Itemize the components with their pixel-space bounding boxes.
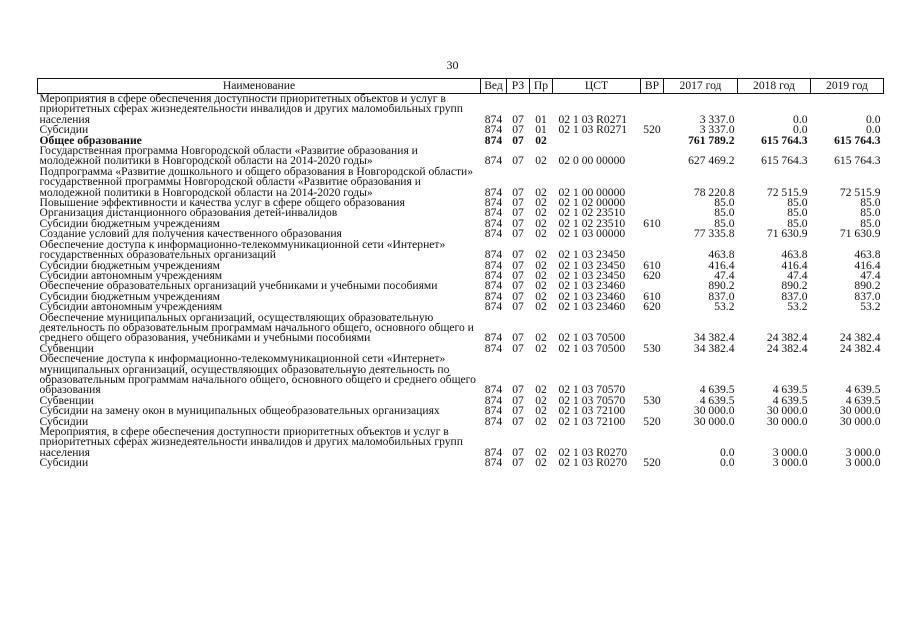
cell-pr: 02 — [535, 248, 547, 262]
cell-ved: 874 — [484, 289, 503, 303]
cell-2019: 3 000.0 — [845, 445, 881, 459]
cell-2019: 4 639.5 — [845, 383, 881, 397]
cell-vr: 530 — [643, 341, 661, 355]
cell-cst: 02 1 03 R0271 — [558, 112, 628, 126]
cell-vr — [641, 198, 664, 208]
cell-rz: 07 — [512, 216, 524, 230]
cell-rz: 07 — [512, 404, 524, 418]
cell-name: Субсидии — [39, 123, 89, 137]
header-cst: ЦСТ — [553, 79, 641, 94]
cell-name: Субсидии — [39, 414, 89, 428]
cell-2019: 837.0 — [854, 289, 881, 303]
cell-pr: 02 — [535, 393, 547, 407]
cell-cst: 02 0 00 00000 — [558, 154, 626, 168]
cell-name: Субвенции — [39, 393, 94, 407]
cell-cst: 02 1 03 R0270 — [558, 456, 628, 470]
cell-name: Субсидии бюджетным учреждениям — [39, 258, 220, 272]
header-vr: ВР — [641, 79, 664, 94]
cell-name: Субвенции — [39, 341, 94, 355]
cell-ved: 874 — [484, 112, 503, 126]
cell-2018: 71 630.9 — [766, 227, 808, 241]
cell-2017: 53.2 — [714, 300, 735, 314]
cell-vr — [641, 146, 664, 167]
cell-name: Создание условий для получения качественного образования — [39, 227, 342, 241]
cell-rz: 07 — [512, 279, 524, 293]
cell-2017: 85.0 — [714, 196, 735, 210]
cell-pr: 02 — [535, 216, 547, 230]
cell-2018: 3 000.0 — [772, 456, 808, 470]
cell-name: Мероприятия, в сфере обеспечения доступности приоритетных объектов и услуг в приоритетных сферах жизнедеятельности инвалидов и других маломобильных групп населения — [39, 425, 463, 459]
cell-2017: 463.8 — [708, 248, 735, 262]
cell-cst: 02 1 03 00000 — [558, 227, 626, 241]
cell-2019: 0.0 — [866, 112, 881, 126]
cell-ved: 874 — [484, 133, 503, 147]
cell-ved: 874 — [484, 393, 503, 407]
cell-rz: 07 — [512, 154, 524, 168]
cell-vr: 610 — [643, 289, 661, 303]
cell-pr: 02 — [535, 341, 547, 355]
cell-2018: 24 382.4 — [766, 331, 808, 345]
cell-ved: 874 — [484, 456, 503, 470]
header-ved: Вед — [481, 79, 507, 94]
cell-cst: 02 1 03 R0270 — [558, 445, 628, 459]
table-row — [38, 354, 884, 396]
cell-pr: 02 — [535, 268, 547, 282]
cell-rz: 07 — [512, 227, 524, 241]
cell-vr: 620 — [643, 268, 661, 282]
cell-vr: 530 — [643, 393, 661, 407]
cell-name: Повышение эффективности и качества услуг в сфере общего образования — [39, 196, 405, 210]
cell-ved: 874 — [484, 445, 503, 459]
table-row — [38, 313, 884, 344]
cell-2017: 47.4 — [714, 268, 735, 282]
cell-pr: 02 — [535, 133, 547, 147]
cell-rz: 07 — [512, 300, 524, 314]
cell-cst: 02 1 03 23460 — [558, 300, 626, 314]
cell-name: Субсидии на замену окон в муниципальных общеобразовательных организациях — [39, 404, 440, 418]
cell-2017: 0.0 — [720, 456, 735, 470]
cell-2018: 615 764.3 — [761, 154, 808, 168]
table-body — [38, 94, 884, 469]
cell-2017: 34 382.4 — [693, 331, 735, 345]
header-rz: РЗ — [507, 79, 530, 94]
cell-rz: 07 — [512, 289, 524, 303]
cell-vr — [641, 354, 664, 396]
cell-cst: 02 1 03 72100 — [558, 414, 626, 428]
cell-ved: 874 — [484, 185, 503, 199]
table-row — [38, 427, 884, 458]
cell-2018: 0.0 — [793, 112, 808, 126]
cell-pr: 02 — [535, 383, 547, 397]
cell-pr: 02 — [535, 227, 547, 241]
cell-vr — [641, 240, 664, 261]
table-row — [38, 167, 884, 198]
cell-2019: 72 515.9 — [839, 185, 881, 199]
cell-name: Субсидии автономным учреждениям — [39, 300, 223, 314]
table-row — [38, 94, 884, 126]
cell-rz: 07 — [512, 112, 524, 126]
cell-ved: 874 — [484, 331, 503, 345]
cell-pr: 02 — [535, 258, 547, 272]
cell-rz: 07 — [512, 383, 524, 397]
cell-ved: 874 — [484, 300, 503, 314]
cell-ved: 874 — [484, 227, 503, 241]
table-row — [38, 406, 884, 416]
cell-2018: 416.4 — [781, 258, 808, 272]
cell-2019: 85.0 — [860, 196, 881, 210]
cell-cst: 02 1 00 00000 — [558, 185, 626, 199]
cell-2019: 3 000.0 — [845, 456, 881, 470]
cell-2017: 30 000.0 — [693, 404, 735, 418]
cell-rz: 07 — [512, 196, 524, 210]
cell-rz: 07 — [512, 456, 524, 470]
header-2019: 2019 год — [811, 79, 884, 94]
cell-name: Обеспечение доступа к информационно-телекоммуникационной сети «Интернет» муниципальных организаций, осуществляющих образовательную деятельность по образовательным программам начального общего, основного общего и среднего общего образования — [39, 352, 476, 397]
cell-vr: 520 — [643, 456, 661, 470]
page-number: 30 — [446, 58, 459, 72]
cell-cst: 02 1 03 23460 — [558, 289, 626, 303]
cell-2018: 0.0 — [793, 123, 808, 137]
cell-name: Субсидии бюджетным учреждениям — [39, 216, 220, 230]
cell-2019: 53.2 — [860, 300, 881, 314]
cell-vr — [641, 136, 664, 146]
cell-cst: 02 1 03 23450 — [558, 248, 626, 262]
cell-pr: 02 — [535, 185, 547, 199]
cell-vr: 520 — [643, 414, 661, 428]
cell-ved: 874 — [484, 248, 503, 262]
cell-2017: 416.4 — [708, 258, 735, 272]
cell-name: Субсидии — [39, 456, 89, 470]
cell-cst: 02 1 03 R0271 — [558, 123, 628, 137]
cell-rz: 07 — [512, 445, 524, 459]
cell-vr: 620 — [643, 300, 661, 314]
cell-name: Обеспечение доступа к информационно-телекоммуникационной сети «Интернет» государственных образовательных организаций — [39, 237, 446, 262]
cell-vr: 610 — [643, 258, 661, 272]
cell-pr: 02 — [535, 331, 547, 345]
cell-pr: 02 — [535, 404, 547, 418]
cell-cst: 02 1 03 70570 — [558, 383, 626, 397]
cell-2018: 24 382.4 — [766, 341, 808, 355]
cell-pr: 02 — [535, 456, 547, 470]
header-2017: 2017 год — [664, 79, 738, 94]
cell-ved: 874 — [484, 268, 503, 282]
table-row — [38, 146, 884, 167]
cell-2019: 24 382.4 — [839, 341, 881, 355]
cell-2019: 71 630.9 — [839, 227, 881, 241]
cell-2017: 4 639.5 — [699, 383, 735, 397]
cell-2017: 0.0 — [720, 445, 735, 459]
cell-2017: 78 220.8 — [693, 185, 735, 199]
cell-rz: 07 — [512, 206, 524, 220]
cell-2018: 30 000.0 — [766, 404, 808, 418]
cell-2017: 85.0 — [714, 206, 735, 220]
cell-ved: 874 — [484, 123, 503, 137]
cell-vr — [641, 427, 664, 458]
cell-vr: 610 — [643, 216, 661, 230]
cell-2019: 30 000.0 — [839, 404, 881, 418]
budget-table — [37, 78, 884, 469]
cell-2017: 30 000.0 — [693, 414, 735, 428]
cell-2017: 85.0 — [714, 216, 735, 230]
cell-pr: 01 — [535, 123, 547, 137]
cell-2019: 85.0 — [860, 206, 881, 220]
cell-cst: 02 1 03 70500 — [558, 331, 626, 345]
cell-2017: 3 337.0 — [699, 123, 735, 137]
cell-2018: 53.2 — [787, 300, 808, 314]
cell-ved: 874 — [484, 154, 503, 168]
cell-ved: 874 — [484, 414, 503, 428]
cell-cst: 02 1 03 72100 — [558, 404, 626, 418]
header-2018: 2018 год — [738, 79, 811, 94]
cell-cst: 02 1 03 23450 — [558, 268, 626, 282]
cell-2019: 890.2 — [854, 279, 881, 293]
cell-name: Обеспечение образовательных организаций учебниками и учебными пособиями — [39, 279, 438, 293]
cell-cst: 02 1 03 70570 — [558, 393, 626, 407]
cell-rz: 07 — [512, 393, 524, 407]
cell-cst: 02 1 03 23460 — [558, 279, 626, 293]
cell-2018: 3 000.0 — [772, 445, 808, 459]
table-row — [38, 240, 884, 261]
cell-vr: 520 — [643, 123, 661, 137]
cell-pr: 02 — [535, 414, 547, 428]
cell-ved: 874 — [484, 196, 503, 210]
cell-ved: 874 — [484, 404, 503, 418]
cell-2018: 4 639.5 — [772, 383, 808, 397]
cell-pr: 02 — [535, 300, 547, 314]
cell-pr: 02 — [535, 289, 547, 303]
cell-cst: 02 1 02 00000 — [558, 196, 626, 210]
cell-rz: 07 — [512, 268, 524, 282]
cell-2019: 4 639.5 — [845, 393, 881, 407]
cell-pr: 01 — [535, 112, 547, 126]
cell-pr: 02 — [535, 445, 547, 459]
cell-2019: 85.0 — [860, 216, 881, 230]
cell-2018: 72 515.9 — [766, 185, 808, 199]
cell-2019: 615 764.3 — [834, 133, 881, 147]
cell-2018: 30 000.0 — [766, 414, 808, 428]
cell-name: Организация дистанционного образования детей-инвалидов — [39, 206, 338, 220]
cell-vr — [641, 167, 664, 198]
cell-2019: 463.8 — [854, 248, 881, 262]
cell-vr — [641, 94, 664, 126]
cell-cst: 02 1 03 23450 — [558, 258, 626, 272]
cell-2017: 761 789.2 — [688, 133, 735, 147]
cell-2017: 34 382.4 — [693, 341, 735, 355]
cell-rz: 07 — [512, 185, 524, 199]
cell-2018: 47.4 — [787, 268, 808, 282]
cell-rz: 07 — [512, 248, 524, 262]
cell-pr: 02 — [535, 196, 547, 210]
cell-2018: 85.0 — [787, 216, 808, 230]
table-row — [38, 125, 884, 135]
cell-2019: 47.4 — [860, 268, 881, 282]
cell-ved: 874 — [484, 279, 503, 293]
cell-2017: 837.0 — [708, 289, 735, 303]
cell-2019: 0.0 — [866, 123, 881, 137]
cell-rz: 07 — [512, 258, 524, 272]
cell-ved: 874 — [484, 383, 503, 397]
cell-2019: 416.4 — [854, 258, 881, 272]
cell-rz: 07 — [512, 341, 524, 355]
cell-cst: 02 1 03 70500 — [558, 341, 626, 355]
cell-cst: 02 1 02 23510 — [558, 216, 626, 230]
cell-2018: 4 639.5 — [772, 393, 808, 407]
cell-2018: 463.8 — [781, 248, 808, 262]
cell-pr: 02 — [535, 154, 547, 168]
cell-ved: 874 — [484, 341, 503, 355]
cell-name: Обеспечение муниципальных организаций, осуществляющих образовательную деятельность по образовательным программам начального общего, основного общего и среднего общего образования, учебниками и учебными пособиями — [39, 310, 474, 345]
cell-2019: 30 000.0 — [839, 414, 881, 428]
header-pr: Пр — [530, 79, 553, 94]
cell-2019: 615 764.3 — [834, 154, 881, 168]
cell-2018: 85.0 — [787, 206, 808, 220]
cell-2017: 77 335.8 — [693, 227, 735, 241]
cell-rz: 07 — [512, 123, 524, 137]
cell-vr — [641, 313, 664, 344]
cell-ved: 874 — [484, 216, 503, 230]
cell-2018: 837.0 — [781, 289, 808, 303]
cell-2017: 4 639.5 — [699, 393, 735, 407]
cell-2018: 615 764.3 — [761, 133, 808, 147]
cell-cst — [553, 136, 641, 146]
table-row — [38, 458, 884, 468]
cell-ved: 874 — [484, 206, 503, 220]
cell-2018: 85.0 — [787, 196, 808, 210]
cell-name: Субсидии бюджетным учреждениям — [39, 289, 220, 303]
header-name: Наименование — [38, 79, 481, 94]
cell-rz: 07 — [512, 414, 524, 428]
cell-ved: 874 — [484, 258, 503, 272]
cell-name: Мероприятия в сфере обеспечения доступности приоритетных объектов и услуг в приоритетных сферах жизнедеятельности инвалидов и других маломобильных групп населения — [39, 92, 463, 126]
cell-rz: 07 — [512, 133, 524, 147]
cell-name: Субсидии автономным учреждениям — [39, 268, 223, 282]
cell-pr: 02 — [535, 206, 547, 220]
cell-2019: 24 382.4 — [839, 331, 881, 345]
cell-cst: 02 1 02 23510 — [558, 206, 626, 220]
cell-2017: 890.2 — [708, 279, 735, 293]
cell-rz: 07 — [512, 331, 524, 345]
cell-name: Подпрограмма «Развитие дошкольного и общего образования в Новгородской области» государственной программы Новгородской области «Развитие образования и молодежной политики в Новгородской области на 2014-2020 годы» — [39, 164, 474, 199]
cell-2017: 627 469.2 — [688, 154, 735, 168]
cell-name: Государственная программа Новгородской области «Развитие образования и молодежной политики в Новгородской области на 2014-2020 годы» — [39, 144, 418, 168]
cell-pr: 02 — [535, 279, 547, 293]
cell-name: Общее образование — [39, 133, 142, 147]
cell-2017: 3 337.0 — [699, 112, 735, 126]
cell-vr — [641, 229, 664, 239]
cell-2018: 890.2 — [781, 279, 808, 293]
